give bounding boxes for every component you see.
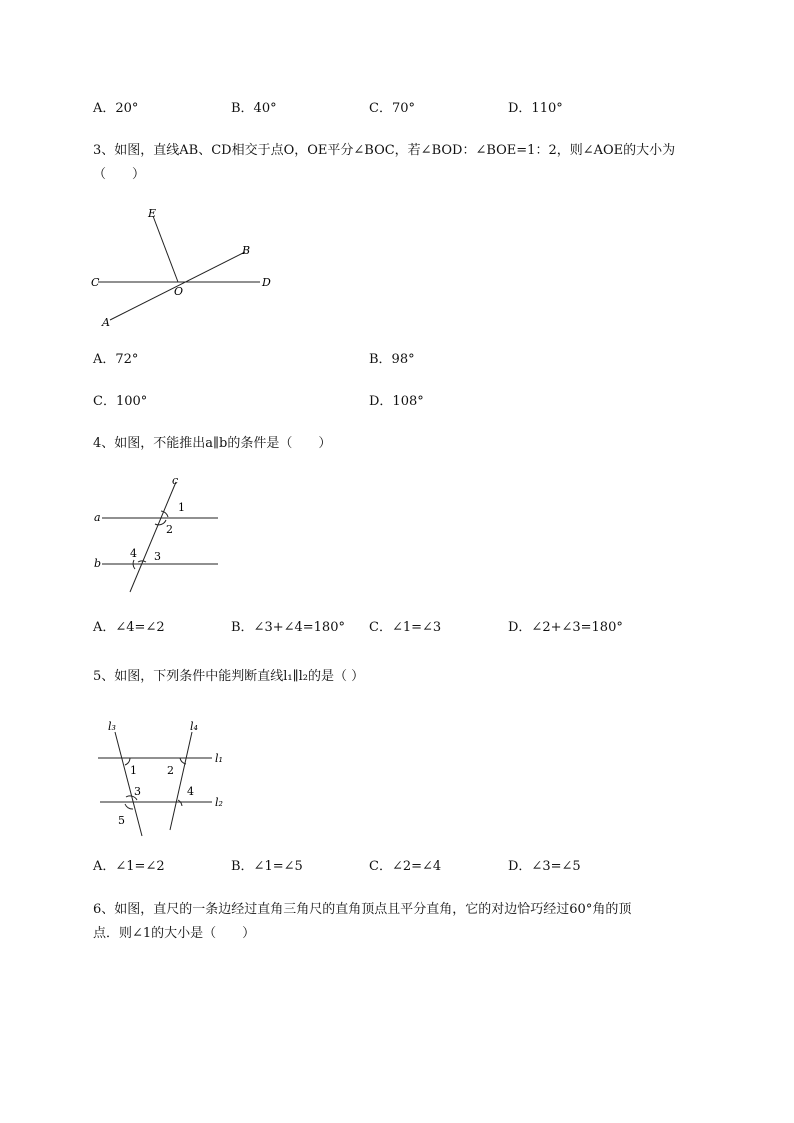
q4-option-d: D．∠2+∠3=180° [508,620,623,635]
q3-option-c: C．100° [93,394,148,409]
q2-option-b: B．40° [231,101,277,116]
q5-option-d: D．∠3=∠5 [508,859,581,874]
label-l4: l₄ [190,720,198,733]
label-angle-4: 4 [187,785,194,798]
q6-question-text-line2: 点．则∠1的大小是（ ） [93,926,256,941]
label-l3: l₃ [108,720,116,733]
q2-option-a: A．20° [93,101,139,116]
label-angle-2: 2 [166,523,173,536]
label-angle-5: 5 [118,814,125,827]
q3-question-bracket: （ ） [93,167,146,182]
q2-option-d: D．110° [508,101,563,116]
label-angle-3: 3 [154,550,161,563]
angle-4-arc [178,800,182,806]
label-l2: l₂ [215,796,223,809]
q6-question-text: 6、如图，直尺的一条边经过直角三角尺的直角顶点且平分直角，它的对边恰巧经过60°角的顶 [93,902,632,917]
label-b: b [94,557,102,570]
label-c: c [172,474,179,487]
q3-option-a: A．72° [93,352,139,367]
label-angle-1: 1 [130,764,137,777]
label-angle-3: 3 [134,785,141,798]
label-angle-4: 4 [130,547,137,560]
angle-3-arc [138,561,146,562]
angle-5-arc [125,804,133,809]
label-l1: l₁ [215,752,223,765]
q3-option-b: B．98° [369,352,415,367]
label-d: D [262,276,271,289]
label-o: O [174,285,184,298]
q4-question-text: 4、如图，不能推出a∥b的条件是（ ） [93,436,332,451]
label-a: a [94,511,101,524]
label-a: A [102,316,110,329]
q4-option-b: B．∠3+∠4=180° [231,620,345,635]
ray-oe [153,216,178,282]
q4-figure [90,470,225,600]
label-e: E [148,207,157,220]
q5-question-text: 5、如图，下列条件中能判断直线l₁∥l₂的是（ ） [93,669,365,684]
angle-2-arc [155,520,166,525]
label-angle-2: 2 [167,764,174,777]
q5-figure [90,712,235,840]
q3-question-text: 3、如图，直线AB、CD相交于点O，OE平分∠BOC，若∠BOD：∠BOE=1：2，则∠AOE的大小为 [93,143,676,158]
q5-option-c: C．∠2=∠4 [369,859,442,874]
q4-option-c: C．∠1=∠3 [369,620,442,635]
q4-option-a: A．∠4=∠2 [93,620,165,635]
label-c: C [91,276,100,289]
q3-option-d: D．108° [369,394,424,409]
label-b: B [242,244,251,257]
line-l4 [170,732,192,830]
q2-option-c: C．70° [369,101,415,116]
q5-option-b: B．∠1=∠5 [231,859,303,874]
q5-option-a: A．∠1=∠2 [93,859,165,874]
q3-figure [90,200,280,332]
line-c [130,482,176,592]
label-angle-1: 1 [178,501,185,514]
